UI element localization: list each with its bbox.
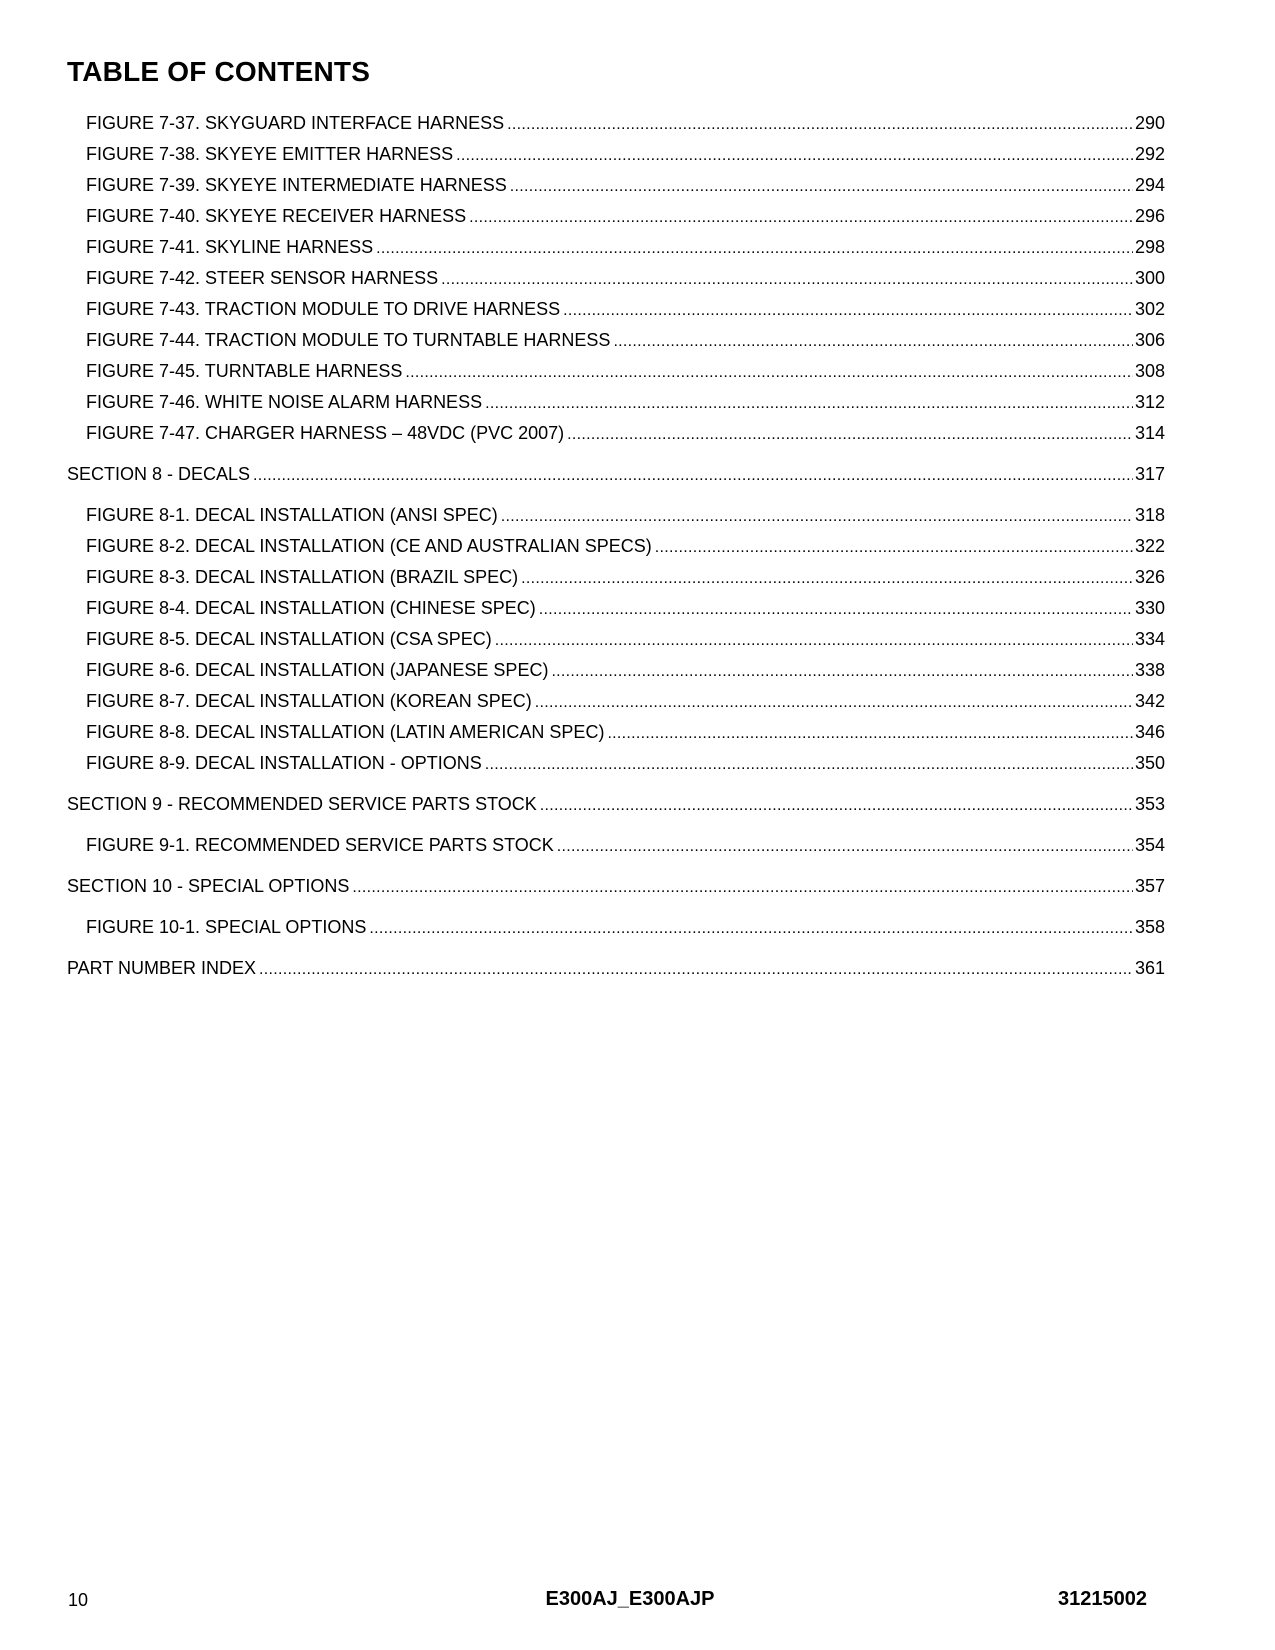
toc-entry-figure-7-46[interactable] [86, 391, 1165, 413]
dot-leader [535, 692, 1133, 712]
toc-entry-label: FIGURE 8-8. DECAL INSTALLATION (LATIN AMERICAN SPEC) [86, 722, 605, 742]
dot-leader [613, 331, 1133, 351]
toc-entry-figure-8-1[interactable] [86, 504, 1165, 526]
toc-entry-figure-8-8[interactable] [86, 721, 1165, 743]
dot-leader [557, 836, 1133, 856]
toc-entry-figure-7-44[interactable] [86, 329, 1165, 351]
toc-entry-page: 358 [1134, 917, 1165, 937]
dot-leader [441, 269, 1133, 289]
dot-leader [510, 176, 1133, 196]
dot-leader [540, 795, 1133, 815]
toc-entry-figure-8-9[interactable] [86, 752, 1165, 774]
toc-entry-page: 312 [1134, 392, 1165, 412]
toc-entry-figure-7-39[interactable] [86, 174, 1165, 196]
footer-page-number: 10 [68, 1590, 89, 1610]
toc-entry-label: FIGURE 7-43. TRACTION MODULE TO DRIVE HARNESS [86, 299, 561, 319]
dot-leader [352, 877, 1133, 897]
toc-entry-page: 294 [1134, 175, 1165, 195]
dot-leader [521, 568, 1133, 588]
footer-model-name: E300AJ_E300AJP [545, 1588, 715, 1610]
toc-entry-page: 350 [1134, 753, 1165, 773]
dot-leader [607, 723, 1133, 743]
toc-entry-figure-7-45[interactable] [86, 360, 1165, 382]
dot-leader [259, 959, 1133, 979]
toc-entry-label: FIGURE 7-38. SKYEYE EMITTER HARNESS [86, 144, 454, 164]
toc-entry-label: FIGURE 10-1. SPECIAL OPTIONS [86, 917, 367, 937]
toc-entry-label: FIGURE 8-5. DECAL INSTALLATION (CSA SPEC) [86, 629, 492, 649]
dot-leader [469, 207, 1133, 227]
toc-entry-label: FIGURE 7-37. SKYGUARD INTERFACE HARNESS [86, 113, 505, 133]
toc-entry-section-10[interactable] [67, 875, 1165, 897]
toc-entry-page: 342 [1134, 691, 1165, 711]
toc-entry-label: FIGURE 8-2. DECAL INSTALLATION (CE AND AUSTRALIAN SPECS) [86, 536, 652, 556]
toc-entry-label: FIGURE 8-3. DECAL INSTALLATION (BRAZIL SPEC) [86, 567, 519, 587]
toc-entry-label: FIGURE 7-45. TURNTABLE HARNESS [86, 361, 403, 381]
page-title: TABLE OF CONTENTS [67, 56, 371, 87]
toc-entry-label: SECTION 10 - SPECIAL OPTIONS [67, 876, 350, 896]
dot-leader [485, 393, 1133, 413]
dot-leader [376, 238, 1133, 258]
toc-entry-page: 322 [1134, 536, 1165, 556]
toc-entry-section-9[interactable] [67, 793, 1165, 815]
dot-leader [539, 599, 1133, 619]
dot-leader [495, 630, 1133, 650]
toc-entry-figure-7-37[interactable] [86, 112, 1165, 134]
toc-entry-label: FIGURE 8-4. DECAL INSTALLATION (CHINESE SPEC) [86, 598, 536, 618]
toc-entry-page: 361 [1134, 958, 1165, 978]
toc-entry-page: 354 [1134, 835, 1165, 855]
toc-entry-page: 353 [1134, 794, 1165, 814]
toc-entry-figure-8-5[interactable] [86, 628, 1165, 650]
toc-entry-page: 314 [1134, 423, 1165, 443]
toc-entry-label: FIGURE 8-1. DECAL INSTALLATION (ANSI SPEC) [86, 505, 498, 525]
footer-document-number: 31215002 [1058, 1588, 1147, 1610]
toc-entry-figure-7-41[interactable] [86, 236, 1165, 258]
toc-entry-page: 357 [1134, 876, 1165, 896]
toc-entry-page: 300 [1134, 268, 1165, 288]
toc-entry-page: 296 [1134, 206, 1165, 226]
toc-entry-label: FIGURE 9-1. RECOMMENDED SERVICE PARTS STOCK [86, 835, 554, 855]
toc-entry-figure-8-6[interactable] [86, 659, 1165, 681]
toc-entry-label: SECTION 8 - DECALS [67, 464, 251, 484]
toc-entry-page: 298 [1134, 237, 1165, 257]
toc-entry-label: SECTION 9 - RECOMMENDED SERVICE PARTS STOCK [67, 794, 537, 814]
toc-entry-figure-7-40[interactable] [86, 205, 1165, 227]
toc-entry-label: FIGURE 7-42. STEER SENSOR HARNESS [86, 268, 439, 288]
dot-leader [405, 362, 1133, 382]
toc-entry-part-number-index[interactable] [67, 957, 1165, 979]
toc-entry-label: FIGURE 7-41. SKYLINE HARNESS [86, 237, 374, 257]
dot-leader [563, 300, 1133, 320]
toc-entry-page: 334 [1134, 629, 1165, 649]
toc-entry-page: 302 [1134, 299, 1165, 319]
dot-leader [567, 424, 1133, 444]
toc-entry-figure-7-47[interactable] [86, 422, 1165, 444]
toc-entry-figure-7-38[interactable] [86, 143, 1165, 165]
toc-entry-figure-8-3[interactable] [86, 566, 1165, 588]
toc-entry-page: 338 [1134, 660, 1165, 680]
toc-entry-figure-8-4[interactable] [86, 597, 1165, 619]
toc-entry-page: 330 [1134, 598, 1165, 618]
toc-entry-label: FIGURE 7-40. SKYEYE RECEIVER HARNESS [86, 206, 467, 226]
toc-entry-page: 317 [1134, 464, 1165, 484]
dot-leader [501, 506, 1133, 526]
dot-leader [655, 537, 1133, 557]
toc-entry-label: FIGURE 7-44. TRACTION MODULE TO TURNTABLE HARNESS [86, 330, 611, 350]
toc-entry-page: 306 [1134, 330, 1165, 350]
toc-entry-label: FIGURE 7-46. WHITE NOISE ALARM HARNESS [86, 392, 483, 412]
toc-entry-section-8[interactable] [67, 463, 1165, 485]
toc-entry-figure-8-7[interactable] [86, 690, 1165, 712]
toc-entry-page: 292 [1134, 144, 1165, 164]
toc-entry-label: FIGURE 8-7. DECAL INSTALLATION (KOREAN SPEC) [86, 691, 532, 711]
dot-leader [369, 918, 1133, 938]
toc-entry-page: 346 [1134, 722, 1165, 742]
toc-entry-label: FIGURE 7-39. SKYEYE INTERMEDIATE HARNESS [86, 175, 507, 195]
dot-leader [485, 754, 1133, 774]
dot-leader [507, 114, 1133, 134]
toc-entry-label: PART NUMBER INDEX [67, 958, 257, 978]
toc-entry-figure-7-43[interactable] [86, 298, 1165, 320]
toc-entry-figure-7-42[interactable] [86, 267, 1165, 289]
toc-entry-figure-8-2[interactable] [86, 535, 1165, 557]
toc-entry-figure-9-1[interactable] [86, 834, 1165, 856]
toc-entry-label: FIGURE 8-6. DECAL INSTALLATION (JAPANESE SPEC) [86, 660, 549, 680]
toc-entry-page: 290 [1134, 113, 1165, 133]
toc-entry-figure-10-1[interactable] [86, 916, 1165, 938]
toc-entry-page: 308 [1134, 361, 1165, 381]
dot-leader [253, 465, 1133, 485]
toc-entry-label: FIGURE 7-47. CHARGER HARNESS – 48VDC (PVC 2007) [86, 423, 565, 443]
toc-entry-label: FIGURE 8-9. DECAL INSTALLATION - OPTIONS [86, 753, 482, 773]
dot-leader [456, 145, 1133, 165]
toc-entry-page: 326 [1134, 567, 1165, 587]
toc-entry-page: 318 [1134, 505, 1165, 525]
dot-leader [551, 661, 1133, 681]
